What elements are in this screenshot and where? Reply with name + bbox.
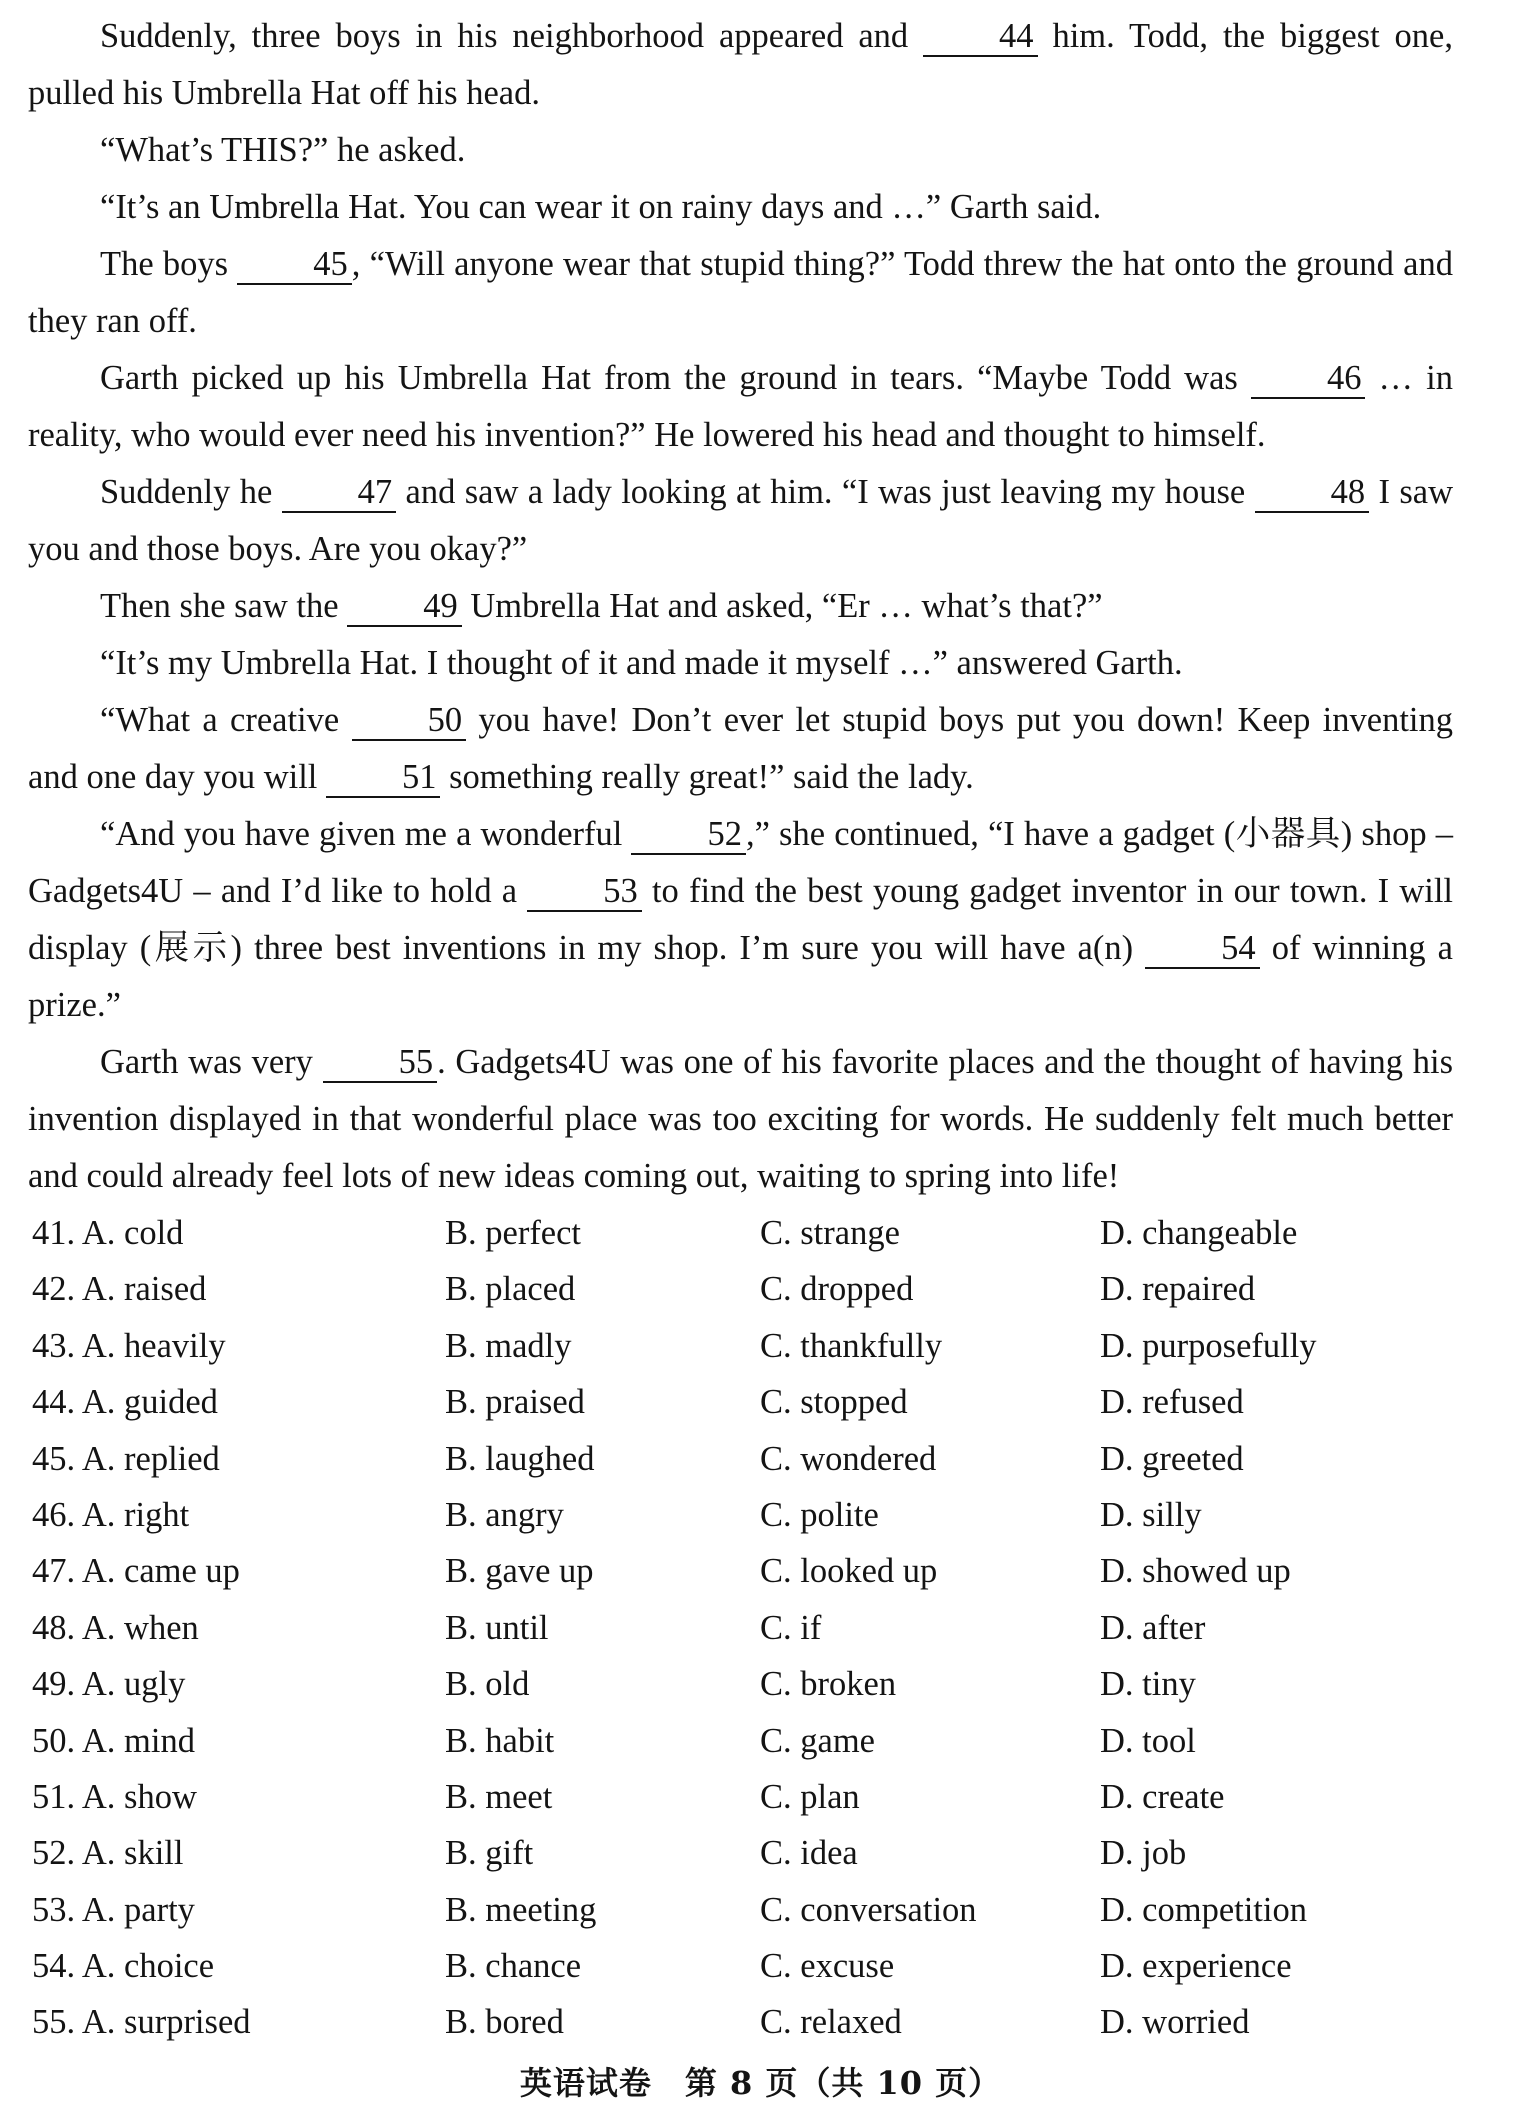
- passage-text: Suddenly he: [100, 473, 282, 511]
- option-c: C. excuse: [760, 1947, 895, 1986]
- option-b: B. old: [445, 1665, 530, 1704]
- passage-text: Suddenly, three boys in his neighborhood appeared and: [100, 17, 924, 55]
- question-row-43: [32, 1318, 1462, 1374]
- question-row-47: [32, 1543, 1462, 1599]
- option-b: B. gift: [445, 1834, 534, 1873]
- option-b: B. gave up: [445, 1552, 594, 1591]
- blank-53: 53: [527, 872, 642, 912]
- cloze-passage: [28, 8, 1453, 1205]
- question-number: 41.: [32, 1214, 76, 1252]
- question-row-52: [32, 1825, 1462, 1881]
- passage-text: ,” she continued, “I have a gadget (小器具) shop – Gadgets4U – and I’d like to hold a: [28, 815, 1453, 910]
- option-a-text: A. guided: [81, 1383, 218, 1422]
- question-number: 45.: [32, 1439, 76, 1478]
- blank-47: 47: [282, 473, 397, 513]
- passage-text: “What’s THIS?” he asked.: [100, 131, 466, 169]
- question-row-46: [32, 1487, 1462, 1543]
- question-number: 43.: [32, 1326, 76, 1365]
- option-a-text: A. came up: [81, 1552, 240, 1591]
- blank-45: 45: [237, 245, 352, 285]
- passage-text: Garth picked up his Umbrella Hat from the ground in tears. “Maybe Todd was: [100, 359, 1251, 397]
- option-c: C. dropped: [760, 1270, 914, 1309]
- passage-text: and saw a lady looking at him. “I was just leaving my house: [396, 473, 1255, 511]
- blank-44: 44: [923, 17, 1038, 57]
- answer-options: [32, 1205, 1462, 2051]
- passage-paragraph: [28, 236, 1453, 350]
- option-d: D. create: [1100, 1777, 1225, 1816]
- option-c: C. wondered: [760, 1439, 937, 1478]
- passage-text: I saw you and those boys. Are you okay?”: [28, 473, 1453, 568]
- option-b: B. madly: [445, 1326, 572, 1365]
- question-row-45: [32, 1431, 1462, 1487]
- passage-paragraph: [28, 122, 1453, 179]
- question-number: 49.: [32, 1665, 76, 1704]
- option-b: B. placed: [445, 1270, 576, 1309]
- option-b: B. meet: [445, 1777, 553, 1816]
- passage-text: to find the best young gadget inventor in our town. I will display (展示) three best inventions in my shop. I’m sure you will have a(n): [28, 872, 1453, 967]
- option-d: D. worried: [1100, 2003, 1250, 2042]
- question-number: 42.: [32, 1270, 76, 1309]
- page-footer: 英语试卷 第 8 页（共 10 页）: [519, 2064, 1002, 2102]
- option-a-text: A. show: [81, 1777, 197, 1816]
- blank-48: 48: [1255, 473, 1370, 513]
- passage-text: , “Will anyone wear that stupid thing?” Todd threw the hat onto the ground and they ran off.: [28, 245, 1453, 340]
- option-a-text: A. party: [81, 1890, 195, 1929]
- option-b: B. laughed: [445, 1439, 595, 1478]
- option-a-text: A. raised: [81, 1270, 207, 1309]
- option-a: [32, 1938, 214, 1994]
- option-d: D. after: [1100, 1608, 1206, 1647]
- question-number: 48.: [32, 1608, 76, 1647]
- option-b: B. praised: [445, 1383, 585, 1422]
- option-c: C. relaxed: [760, 2003, 902, 2042]
- question-row-41: [32, 1205, 1462, 1261]
- question-number: 51.: [32, 1777, 76, 1816]
- blank-50: 50: [352, 701, 467, 741]
- option-d: D. showed up: [1100, 1552, 1291, 1591]
- blank-54: 54: [1145, 929, 1260, 969]
- option-c: C. if: [760, 1608, 822, 1647]
- option-a: [32, 1882, 195, 1938]
- option-b: B. perfect: [445, 1214, 582, 1252]
- blank-49: 49: [347, 587, 462, 627]
- passage-text: Umbrella Hat and asked, “Er … what’s that?”: [461, 587, 1103, 625]
- option-d: D. purposefully: [1100, 1326, 1317, 1365]
- option-a-text: A. mind: [81, 1721, 195, 1760]
- option-c: C. game: [760, 1721, 875, 1760]
- option-a: [32, 1318, 226, 1374]
- passage-paragraph: [28, 806, 1453, 1034]
- question-row-55: [32, 1994, 1462, 2050]
- option-a: [32, 1769, 197, 1825]
- passage-text: “It’s an Umbrella Hat. You can wear it on rainy days and …” Garth said.: [100, 188, 1102, 226]
- option-b: B. habit: [445, 1721, 555, 1760]
- passage-paragraph: [28, 1034, 1453, 1205]
- passage-text: Garth was very: [100, 1043, 323, 1081]
- option-a-text: A. skill: [81, 1834, 184, 1873]
- option-d: D. competition: [1100, 1890, 1307, 1929]
- option-c: C. stopped: [760, 1383, 908, 1422]
- blank-51: 51: [326, 758, 441, 798]
- question-number: 47.: [32, 1552, 76, 1591]
- option-a-text: A. when: [81, 1608, 199, 1647]
- option-a-text: A. surprised: [81, 2003, 251, 2042]
- passage-text: something really great!” said the lady.: [440, 758, 974, 796]
- option-b: B. angry: [445, 1495, 564, 1534]
- passage-text: The boys: [100, 245, 238, 283]
- option-a: [32, 1374, 218, 1430]
- question-number: 54.: [32, 1947, 76, 1986]
- option-b: B. chance: [445, 1947, 582, 1986]
- option-d: D. changeable: [1100, 1214, 1298, 1252]
- passage-text: Then she saw the: [100, 587, 348, 625]
- option-a-text: A. cold: [81, 1214, 184, 1252]
- passage-paragraph: [28, 692, 1453, 806]
- option-a: [32, 1543, 240, 1599]
- question-row-51: [32, 1769, 1462, 1825]
- option-b: B. meeting: [445, 1890, 597, 1929]
- option-a-text: A. replied: [81, 1439, 220, 1478]
- option-d: D. experience: [1100, 1947, 1292, 1986]
- option-d: D. silly: [1100, 1495, 1202, 1534]
- option-d: D. greeted: [1100, 1439, 1244, 1478]
- option-c: C. idea: [760, 1834, 858, 1873]
- option-d: D. repaired: [1100, 1270, 1256, 1309]
- passage-paragraph: [28, 635, 1453, 692]
- passage-text: “And you have given me a wonderful: [100, 815, 632, 853]
- passage-paragraph: [28, 350, 1453, 464]
- option-d: D. job: [1100, 1834, 1187, 1873]
- option-a-text: A. heavily: [81, 1326, 226, 1365]
- passage-text: him. Todd, the biggest one, pulled his Umbrella Hat off his head.: [28, 17, 1453, 112]
- question-row-48: [32, 1600, 1462, 1656]
- passage-text: … in reality, who would ever need his invention?” He lowered his head and thought to himself.: [28, 359, 1453, 454]
- blank-55: 55: [323, 1043, 438, 1083]
- option-d: D. tiny: [1100, 1665, 1196, 1704]
- question-row-42: [32, 1261, 1462, 1317]
- passage-paragraph: [28, 464, 1453, 578]
- passage-text: you have! Don’t ever let stupid boys put you down! Keep inventing and one day you will: [28, 701, 1453, 796]
- passage-text: . Gadgets4U was one of his favorite places and the thought of having his invention displayed in that wonderful place was too exciting for words. He suddenly felt much better and could already feel lots of new ideas coming out, waiting to spring into life!: [28, 1043, 1453, 1195]
- blank-52: 52: [631, 815, 746, 855]
- question-row-54: [32, 1938, 1462, 1994]
- option-c: C. polite: [760, 1495, 879, 1534]
- question-number: 46.: [32, 1495, 76, 1534]
- option-a: [32, 1994, 251, 2050]
- passage-text: “It’s my Umbrella Hat. I thought of it and made it myself …” answered Garth.: [100, 644, 1183, 682]
- option-b: B. until: [445, 1608, 549, 1647]
- question-row-53: [32, 1882, 1462, 1938]
- option-a-text: A. choice: [81, 1947, 215, 1986]
- option-a: [32, 1431, 220, 1487]
- question-number: 50.: [32, 1721, 76, 1760]
- passage-paragraph: [28, 179, 1453, 236]
- option-c: C. plan: [760, 1777, 860, 1816]
- option-d: D. refused: [1100, 1383, 1244, 1422]
- option-c: C. broken: [760, 1665, 897, 1704]
- passage-paragraph: [28, 8, 1453, 122]
- passage-text: “What a creative: [100, 701, 352, 739]
- option-d: D. tool: [1100, 1721, 1196, 1760]
- question-number: 55.: [32, 2003, 76, 2042]
- option-b: B. bored: [445, 2003, 564, 2042]
- option-c: C. conversation: [760, 1890, 977, 1929]
- option-a: [32, 1600, 199, 1656]
- question-number: 44.: [32, 1383, 76, 1422]
- option-a: [32, 1487, 189, 1543]
- question-number: 53.: [32, 1890, 76, 1929]
- option-a-text: A. right: [81, 1495, 190, 1534]
- option-a: [32, 1713, 195, 1769]
- option-c: C. strange: [760, 1214, 900, 1252]
- passage-paragraph: [28, 578, 1453, 635]
- option-a: [32, 1205, 183, 1261]
- option-a: [32, 1261, 206, 1317]
- passage-text: of winning a prize.”: [28, 929, 1453, 1024]
- option-c: C. thankfully: [760, 1326, 943, 1365]
- question-row-49: [32, 1656, 1462, 1712]
- option-a-text: A. ugly: [81, 1665, 186, 1704]
- question-row-44: [32, 1374, 1462, 1430]
- option-c: C. looked up: [760, 1552, 938, 1591]
- option-a: [32, 1656, 185, 1712]
- question-number: 52.: [32, 1834, 76, 1873]
- blank-46: 46: [1251, 359, 1366, 399]
- option-a: [32, 1825, 183, 1881]
- question-row-50: [32, 1713, 1462, 1769]
